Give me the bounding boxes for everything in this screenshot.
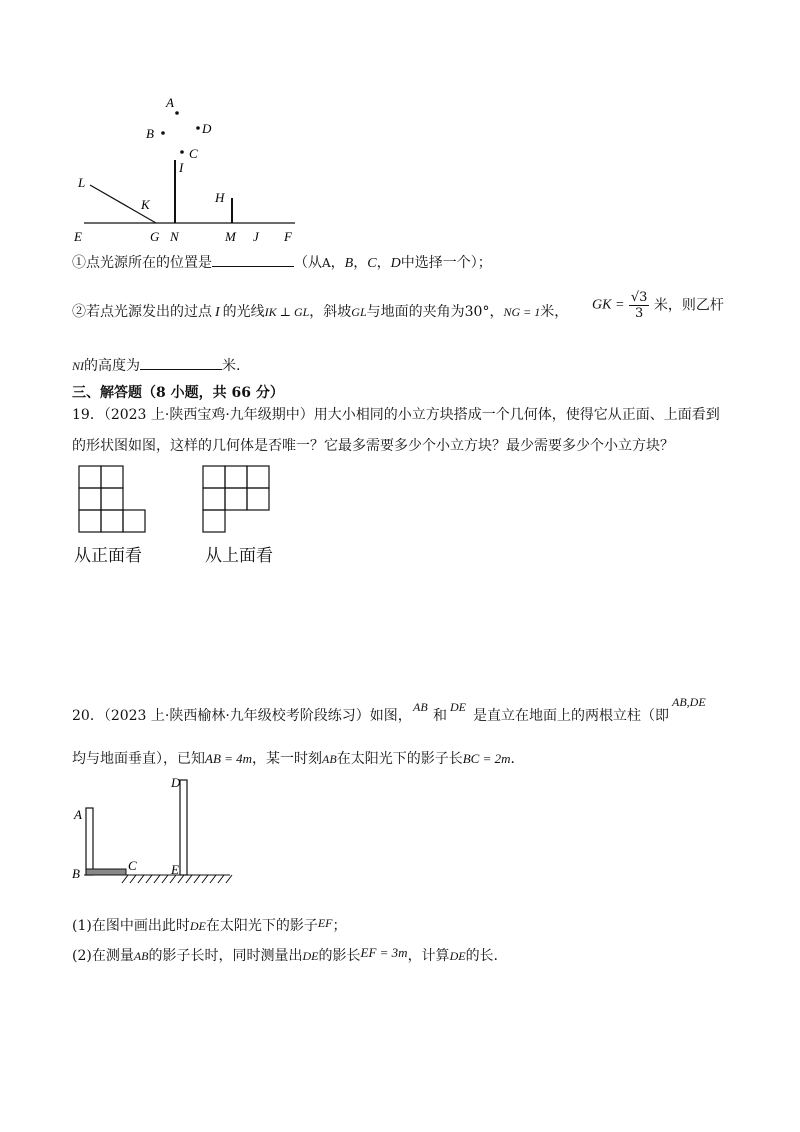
label-e: E: [74, 229, 82, 244]
q20-and: 和: [433, 708, 447, 724]
fraction-sqrt3-over-3: $\frac{√3}{3}$: [630, 290, 648, 321]
q19-line1: 19．（2023 上·陕西宝鸡·九年级期中）用大小相同的小立方块搭成一个几何体，使得它从正面、上面看到: [72, 407, 720, 423]
label-g: G: [150, 229, 160, 244]
q20-sub1: (1)在图中画出此时DE在太阳光下的影子EF；: [72, 916, 347, 934]
point-b: [161, 131, 165, 135]
label-f: F: [284, 229, 292, 244]
q20-label-d: D: [171, 775, 181, 790]
q20-de-label: DE: [450, 700, 466, 714]
q18-part2: ②若点光源发出的过点 I 的光线IK ⊥ GL，斜坡GL与地面的夹角为30°，NG = 1米，: [72, 304, 569, 320]
q20-line2: 均与地面垂直），已知AB = 4m，某一时刻AB在太阳光下的影子长BC = 2m．: [72, 751, 525, 767]
q18-figure: [70, 90, 310, 250]
label-b: B: [146, 126, 154, 141]
q19-line2: 的形状图如图，这样的几何体是否唯一？它最多需要多少个小立方块？最少需要多少个小立方块？: [72, 438, 674, 454]
pole-de: [180, 780, 187, 875]
answer-blank-2[interactable]: [140, 355, 222, 370]
answer-blank-1[interactable]: [212, 252, 294, 267]
label-a: A: [166, 95, 174, 110]
q20-label-b: B: [72, 866, 80, 881]
q20-line1-b: 是直立在地面上的两根立柱（即: [473, 708, 669, 724]
label-c: C: [189, 146, 198, 161]
label-l: L: [78, 175, 86, 190]
label-n: N: [170, 229, 179, 244]
q20-abde-label: AB,DE: [672, 695, 706, 709]
shadow-bc: [86, 869, 126, 875]
point-a: [175, 111, 179, 115]
q18-part1: ①点光源所在的位置是 （从A，B，C，D中选择一个）；: [72, 252, 492, 274]
q19-top-view: [202, 465, 276, 533]
q20-figure: [70, 770, 240, 890]
q20-label-a: A: [74, 807, 82, 822]
front-view-label: 从正面看: [74, 546, 142, 566]
label-j: J: [253, 229, 259, 244]
pole-ab: [86, 808, 93, 875]
label-i: I: [179, 160, 184, 175]
point-c: [180, 150, 184, 154]
top-view-label: 从上面看: [205, 546, 273, 566]
q18-gk-fraction: GK = $\frac{√3}{3}$ 米，则乙杆: [592, 290, 724, 321]
section-title: 三、解答题（8 小题，共 66 分）: [72, 385, 284, 401]
q20-label-e: E: [171, 862, 179, 877]
q20-sub2: (2)在测量AB的影子长时，同时测量出DE的影长EF = 3m，计算DE的长.: [72, 945, 499, 964]
label-d: D: [202, 121, 212, 136]
q20-ab-label: AB: [413, 700, 428, 714]
label-m: M: [225, 229, 236, 244]
q18-part2-line2: NI的高度为 米.: [72, 355, 240, 376]
q20-line1: 20．（2023 上·陕西榆林·九年级校考阶段练习）如图，: [72, 708, 412, 724]
point-d: [196, 126, 200, 130]
q20-label-c: C: [128, 858, 137, 873]
label-h: H: [215, 190, 225, 205]
label-k: K: [141, 197, 150, 212]
q19-front-view: [78, 465, 152, 533]
